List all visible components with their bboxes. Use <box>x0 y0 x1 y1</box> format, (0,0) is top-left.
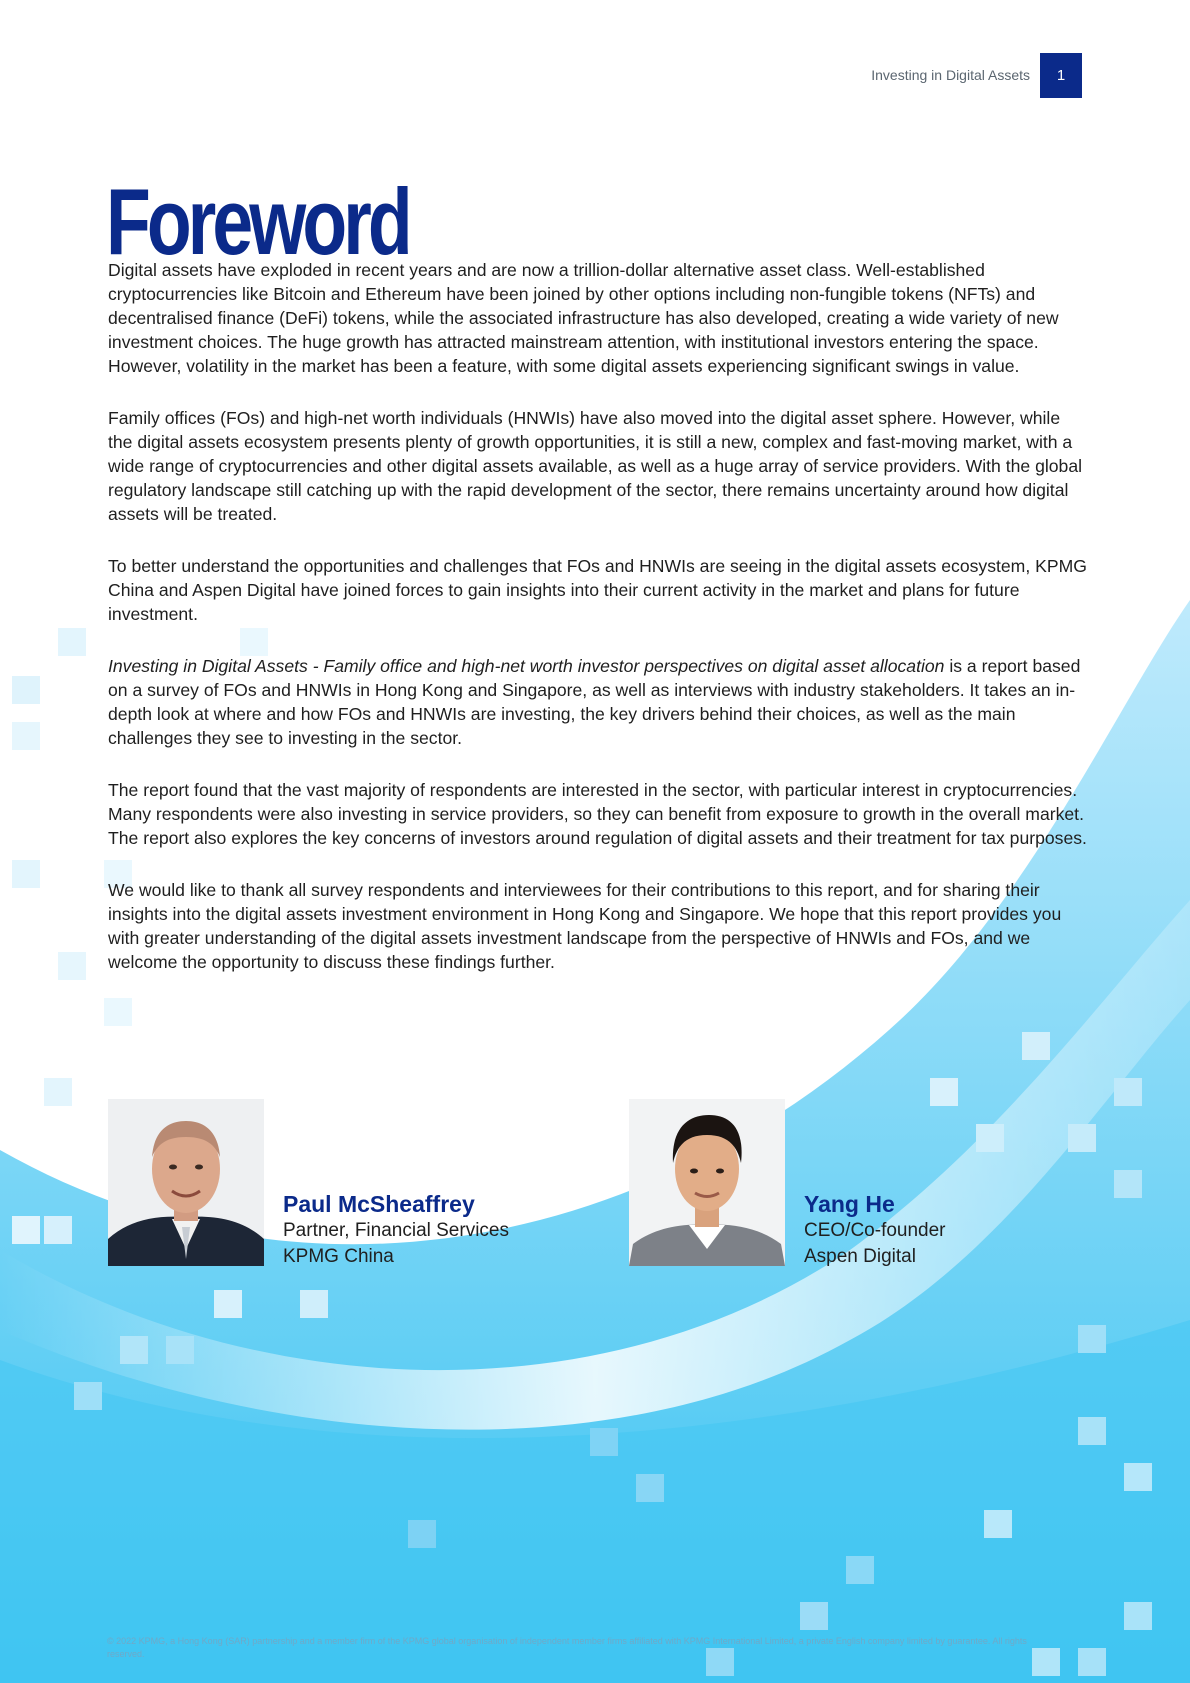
portrait-photo <box>629 1099 785 1266</box>
foreword-body <box>108 258 1088 1002</box>
paragraph: The report found that the vast majority of respondents are interested in the sector, with particular interest in cryptocurrencies. Many respondents were also investing in service providers, so they can benefit from exposure to growth in the overall market. The report also explores the key concerns of investors around regulation of digital assets and their treatment for tax purposes. <box>108 780 1087 848</box>
signatory-organisation: Aspen Digital <box>804 1246 916 1267</box>
paragraph: We would like to thank all survey respondents and interviewees for their contributions to this report, and for sharing their insights into the digital assets investment environment in Hong Kong and Singapore. We hope that this report provides you with greater understanding of the digital assets investment landscape from the perspective of HNWIs and FOs, and we welcome the opportunity to discuss these findings further. <box>108 880 1062 972</box>
report-running-title: Investing in Digital Assets <box>871 67 1030 83</box>
signatory-info <box>804 1190 946 1270</box>
signatory-name: Yang He <box>804 1191 895 1217</box>
signatory-card <box>629 1099 946 1267</box>
paragraph-text: is a report based on a survey of FOs and HNWIs in Hong Kong and Singapore, as well as interviews with industry stakeholders. It takes an in-depth look at where and how FOs and HNWIs are investing, the key drivers behind their choices, as well as the main challenges they see to investing in the sector. <box>108 656 1081 748</box>
page-number-badge <box>1040 53 1082 98</box>
paragraph: Family offices (FOs) and high-net worth individuals (HNWIs) have also moved into the digital asset sphere. However, while the digital assets ecosystem presents plenty of growth opportunities, it is still a new, complex and fast-moving market, with a wide range of cryptocurrencies and other digital assets available, as well as a huge array of service providers. With the global regulatory landscape still catching up with the rapid development of the sector, there remains uncertainty around how digital assets will be treated. <box>108 408 1083 524</box>
signatory-title: Partner, Financial Services <box>283 1220 509 1241</box>
signatory-card <box>108 1099 509 1267</box>
report-full-title: Investing in Digital Assets - Family office and high-net worth investor perspectives on digital asset allocation <box>108 656 945 676</box>
signatory-name: Paul McSheaffrey <box>283 1191 475 1217</box>
paragraph: To better understand the opportunities and challenges that FOs and HNWIs are seeing in the digital assets ecosystem, KPMG China and Aspen Digital have joined forces to gain insights into their current activity in the market and plans for future investment. <box>108 556 1087 624</box>
signatory-title: CEO/Co-founder <box>804 1220 946 1241</box>
portrait-photo <box>108 1099 264 1266</box>
paragraph <box>108 654 1088 750</box>
copyright-footer: © 2022 KPMG, a Hong Kong (SAR) partnership and a member firm of the KPMG global organisation of independent member firms affiliated with KPMG International Limited, a private English company limited by guarantee. All rights reserved. <box>107 1636 1027 1659</box>
page-number: 1 <box>1056 67 1066 84</box>
signatory-info <box>283 1190 509 1270</box>
signatory-organisation: KPMG China <box>283 1246 394 1267</box>
page-title: Foreword <box>106 168 409 274</box>
paragraph: Digital assets have exploded in recent years and are now a trillion-dollar alternative asset class. Well-established cryptocurrencies like Bitcoin and Ethereum have been joined by other options including non-fungible tokens (NFTs) and decentralised finance (DeFi) tokens, while the associated infrastructure has also developed, creating a wide variety of new investment choices. The huge growth has attracted mainstream attention, with institutional investors entering the space. However, volatility in the market has been a feature, with some digital assets experiencing significant swings in value. <box>108 260 1059 376</box>
